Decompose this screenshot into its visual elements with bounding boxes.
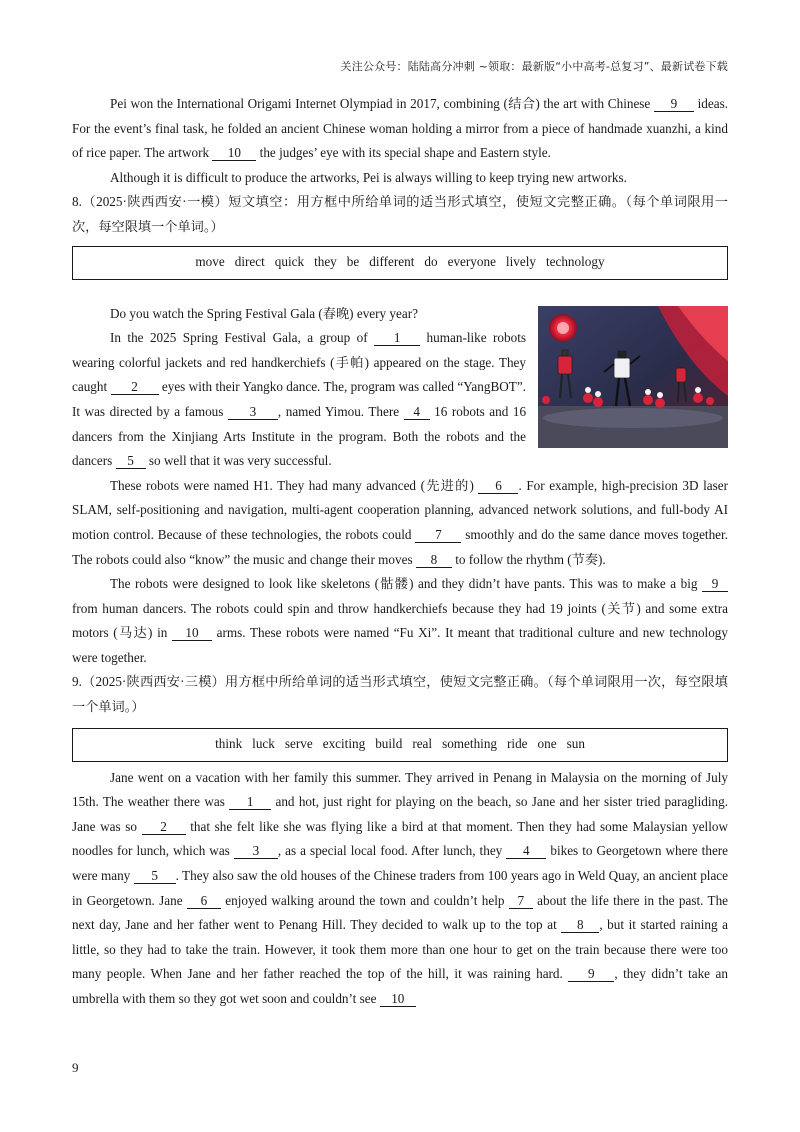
- word-bank-box: [72, 728, 728, 762]
- answer-blank[interactable]: 7: [509, 893, 533, 909]
- word-bank-item: lively: [505, 254, 536, 270]
- gala-robots-photo: [538, 306, 728, 448]
- q8-intro: Do you watch the Spring Festival Gala (春晚) every year?: [110, 305, 418, 321]
- word-bank-item: think: [215, 736, 243, 752]
- prev-paragraph-1: Pei won the International Origami Internet Olympiad in 2017, combining (结合) the art with Chinese 9 ideas. For the event’s final task, he folded an ancient Chinese woman holding a mirror from a piece of handmade xuanzhi, a kind of rice paper. The artwork 10 the judges’ eye with its special shape and Eastern style.: [72, 96, 729, 161]
- question-8-title: 8.（2025·陕西西安·一模）短文填空：用方框中所给单词的适当形式填空，使短文完整正确。（每个单词限用一次，每空限填一个单词。）: [72, 194, 728, 234]
- answer-blank[interactable]: 5: [134, 868, 176, 884]
- answer-blank[interactable]: 2: [111, 379, 159, 395]
- q8-paragraph-2: These robots were named H1. They had many advanced (先进的) 6 . For example, high-precision 3D laser SLAM, self-positioning and navigation, multi-agent cooperation planning, advanced network solutions, and full-body AI motion control. Because of these technologies, the robots could 7 smoothly and do the same dance moves together. The robots could also “know” the music and change their moves 8 to follow the rhythm (节奏).: [72, 477, 728, 567]
- answer-blank[interactable]: 10: [172, 625, 212, 641]
- word-bank-item: direct: [234, 254, 265, 270]
- word-bank-item: luck: [252, 736, 275, 752]
- answer-blank[interactable]: 10: [380, 991, 416, 1007]
- answer-blank[interactable]: 8: [561, 917, 599, 933]
- answer-blank[interactable]: 6: [187, 893, 221, 909]
- word-bank-item: do: [424, 254, 438, 270]
- q8-paragraph-1: In the 2025 Spring Festival Gala, a group of 1 human-like robots wearing colorful jackets and red handkerchiefs (手帕) appeared on the stage. They caught 2 eyes with their Yangko dance. The, program was called “YangBOT”. It was directed by a famous 3 , named Yimou. There 4 16 robots and 16 dancers from the Xinjiang Arts Institute in the program. Both the robots and the dancers 5 so well that it was very successful.: [72, 330, 527, 469]
- word-bank-item: one: [537, 736, 557, 752]
- word-bank-item: something: [442, 736, 498, 752]
- page-content: [72, 92, 728, 1012]
- answer-blank[interactable]: 8: [416, 552, 452, 568]
- word-bank-item: everyone: [447, 254, 496, 270]
- answer-blank[interactable]: 1: [374, 330, 420, 346]
- page-header: 关注公众号：陆陆高分冲刺 ~领取：最新版“小中高考-总复习”、最新试卷下载: [340, 60, 728, 73]
- answer-blank[interactable]: 4: [506, 843, 546, 859]
- answer-blank[interactable]: 5: [116, 453, 146, 469]
- page-number: 9: [72, 1060, 79, 1075]
- answer-blank[interactable]: 9: [654, 96, 694, 112]
- word-bank-item: they: [314, 254, 337, 270]
- word-bank-item: technology: [545, 254, 605, 270]
- word-bank-item: move: [195, 254, 225, 270]
- answer-blank[interactable]: 2: [142, 819, 186, 835]
- word-bank-item: real: [412, 736, 433, 752]
- q8-paragraph-3: The robots were designed to look like skeletons (骷髅) and they didn’t have pants. This was to make a big 9 from human dancers. The robots could spin and throw handkerchiefs because they had 19 joints (关节) and some extra motors (马达) in 10 arms. These robots were named “Fu Xi”. It meant that traditional culture and new technology were together.: [72, 576, 728, 665]
- word-bank-item: build: [375, 736, 403, 752]
- answer-blank[interactable]: 4: [404, 404, 430, 420]
- question-9-title: 9.（2025·陕西西安·三模）用方框中所给单词的适当形式填空，使短文完整正确。（每个单词限用一次，每空限填一个单词。）: [72, 674, 728, 715]
- answer-blank[interactable]: 9: [568, 966, 614, 982]
- word-bank-box: [72, 246, 728, 280]
- word-bank-item: exciting: [322, 736, 366, 752]
- q9-paragraph-1: Jane went on a vacation with her family this summer. They arrived in Penang in Malaysia on the morning of July 15th. The weather there was 1 and hot, just right for playing on the beach, so Jane and her sister tried paragliding. Jane was so 2 that she felt like she was flying like a bird at that moment. Then they had some Malaysian yellow noodles for lunch, which was 3 , as a special local food. After lunch, they 4 bikes to Georgetown where there were many 5 . They also saw the old houses of the Chinese traders from 100 years ago in Weld Quay, an ancient place in Georgetown. Jane 6 enjoyed walking around the town and couldn’t help 7 about the life there in the past. The next day, Jane and her father went to Penang Hill. They decided to walk up to the top at 8 , but it started raining a little, so they had to take the train. However, it took them more than one hour to get on the train because there were too many people. When Jane and her father reached the top of the hill, it was raining hard. 9 , they didn’t take an umbrella with them so they got wet soon and couldn’t see 10: [72, 769, 729, 1006]
- answer-blank[interactable]: 10: [212, 145, 256, 161]
- answer-blank[interactable]: 7: [415, 527, 461, 543]
- answer-blank[interactable]: 3: [228, 404, 278, 420]
- prev-paragraph-2: Although it is difficult to produce the artworks, Pei is always willing to keep trying new artworks.: [110, 169, 627, 185]
- word-bank-item: serve: [284, 736, 313, 752]
- word-bank-item: quick: [274, 254, 305, 270]
- answer-blank[interactable]: 9: [702, 576, 728, 592]
- word-bank-item: sun: [566, 736, 585, 752]
- word-bank-item: be: [346, 254, 360, 270]
- answer-blank[interactable]: 3: [234, 843, 278, 859]
- word-bank-item: different: [369, 254, 415, 270]
- word-bank-item: ride: [507, 736, 528, 752]
- robot-dance-illustration: [538, 306, 728, 448]
- answer-blank[interactable]: 1: [229, 794, 271, 810]
- answer-blank[interactable]: 6: [478, 478, 518, 494]
